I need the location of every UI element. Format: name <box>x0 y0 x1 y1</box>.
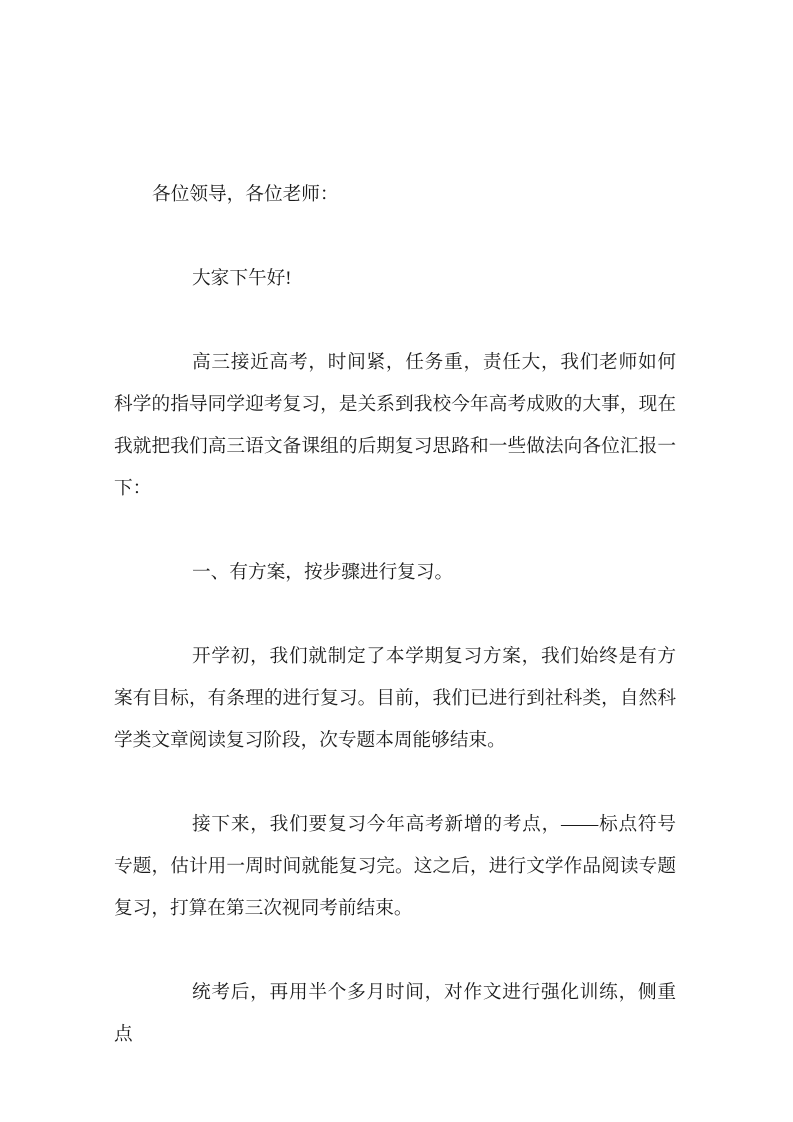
paragraph-intro: 高三接近高考，时间紧，任务重，责任大，我们老师如何科学的指导同学迎考复习，是关系到我校今年高考成败的大事，现在我就把我们高三语文备课组的后期复习思路和一些做法向各位汇报一下： <box>114 352 676 499</box>
document-text-body <box>114 174 676 1056</box>
paragraph-section-heading: 一、有方案，按步骤进行复习。 <box>192 562 454 583</box>
paragraph-greeting: 大家下午好! <box>192 268 292 289</box>
paragraph-body-2: 接下来，我们要复习今年高考新增的考点，——标点符号专题，估计用一周时间就能复习完。这之后，进行文学作品阅读专题复习，打算在第三次视同考前结束。 <box>114 814 676 919</box>
paragraph-body-3-truncated: 统考后，再用半个多月时间，对作文进行强化训练，侧重点 <box>114 982 676 1045</box>
paragraph-salutation: 各位领导，各位老师： <box>152 184 339 205</box>
paragraph-body-1: 开学初，我们就制定了本学期复习方案，我们始终是有方案有目标，有条理的进行复习。目前，我们已进行到社科类，自然科学类文章阅读复习阶段，次专题本周能够结束。 <box>114 646 676 751</box>
